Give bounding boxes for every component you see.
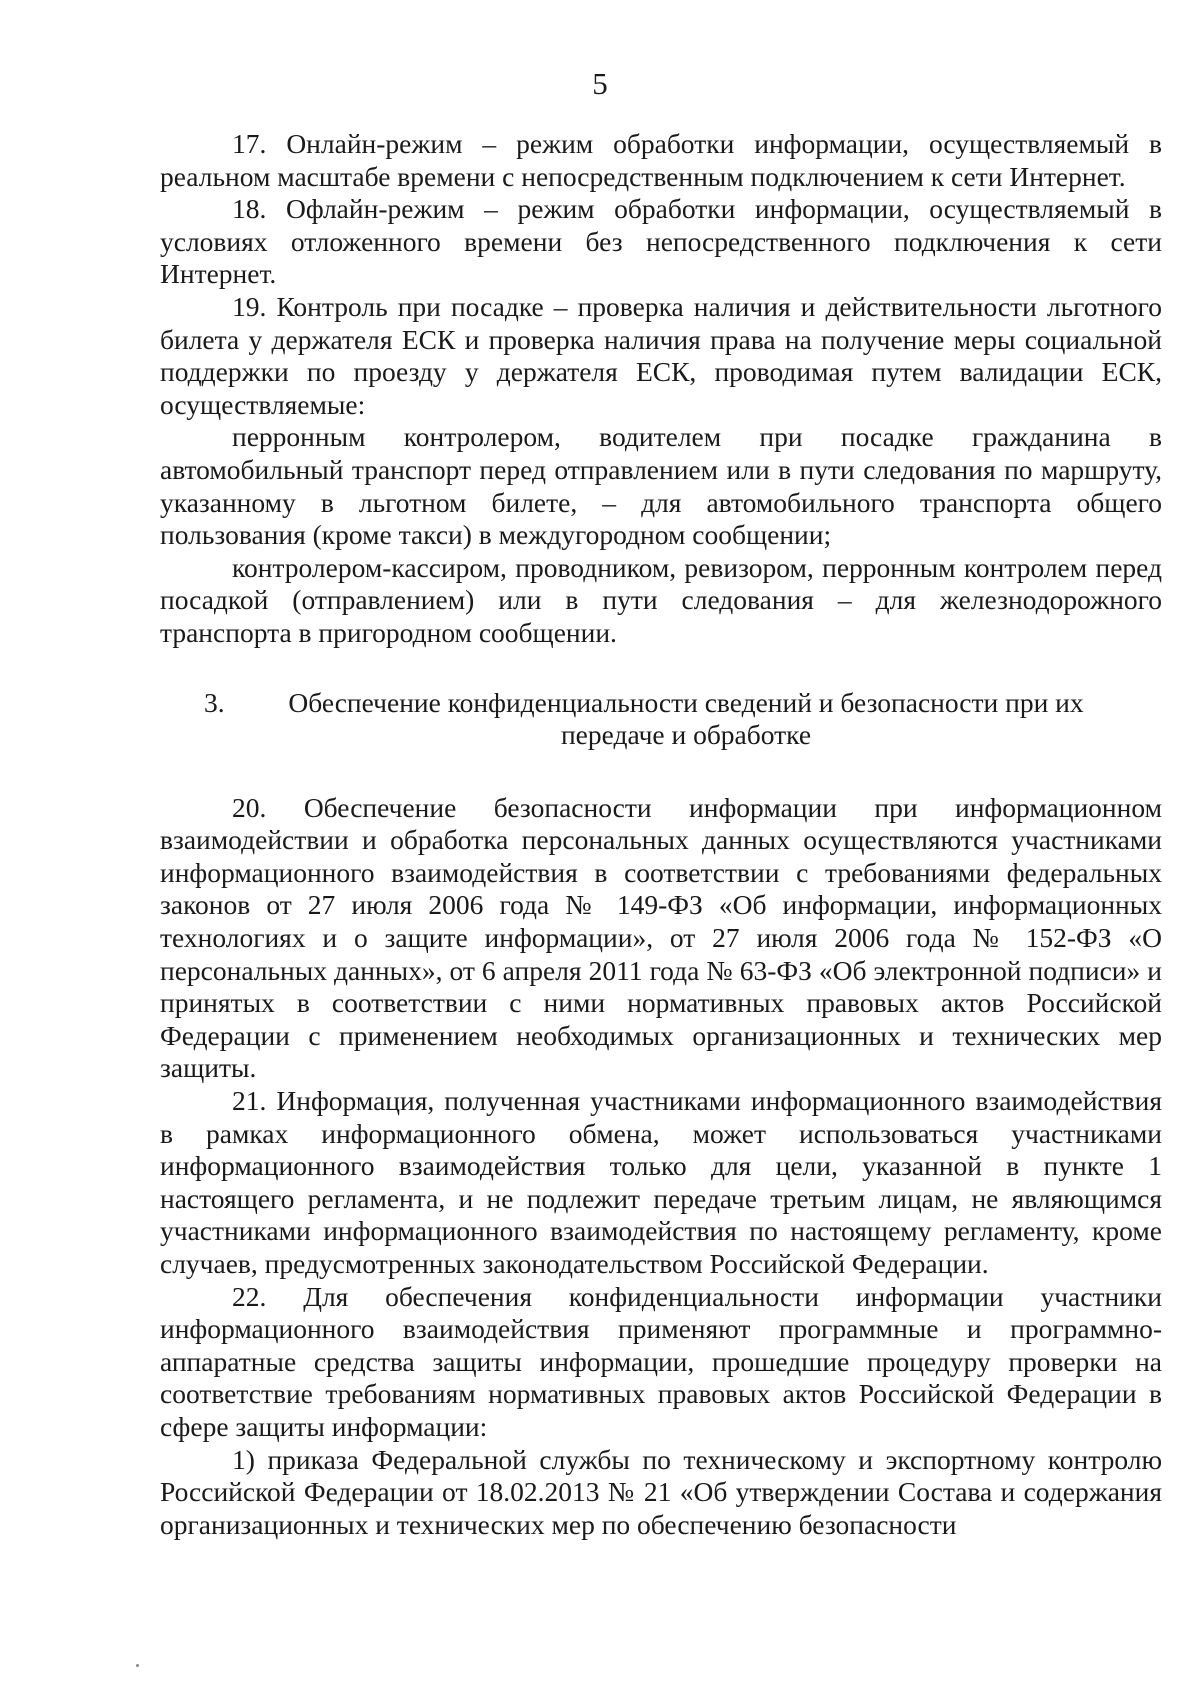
paragraph-19: 19. Контроль при посадке – проверка наличия и действительности льготного билета у держателя ЕСК и проверка наличия права на получение меры социальной поддержки по проезду у держателя ЕСК, проводимая путем валидации ЕСК, осуществляемые: (160, 290, 1162, 420)
page-number: 5 (592, 66, 608, 101)
paragraph-21: 21. Информация, полученная участниками информационного взаимодействия в рамках информационного обмена, может использоваться участниками информационного взаимодействия только для цели, указанной в пункте 1 настоящего регламента, и не подлежит передаче третьим лицам, не являющимся участниками информационного взаимодействия по настоящему регламенту, кроме случаев, предусмотренных законодательством Российской Федерации. (160, 1085, 1162, 1279)
paragraph-17: 17. Онлайн-режим – режим обработки информации, осуществляемый в реальном масштабе времени с непосредственным подключением к сети Интернет. (160, 128, 1162, 192)
paragraph-22-item-1: 1) приказа Федеральной службы по техническому и экспортному контролю Российской Федерации от 18.02.2013 № 21 «Об утверждении Состава и содержания организационных и технических мер по обеспечению безопасности (160, 1443, 1162, 1540)
section-number: 3. (204, 686, 225, 718)
paragraph-22: 22. Для обеспечения конфиденциальности информации участники информационного взаимодействия применяют программные и программно-аппаратные средства защиты информации, прошедшие процедуру проверки на соответствие требованиям нормативных правовых актов Российской Федерации в сфере защиты информации: (160, 1280, 1162, 1442)
document-body (160, 128, 1162, 1541)
paragraph-19-item-rail: контролером-кассиром, проводником, ревизором, перронным контролем перед посадкой (отправлением) или в пути следования – для железнодорожного транспорта в пригородном сообщении. (160, 551, 1162, 648)
scan-artifact (136, 1664, 139, 1667)
paragraph-20: 20. Обеспечение безопасности информации при информационном взаимодействии и обработка персональных данных осуществляются участниками информационного взаимодействия в соответствии с требованиями федеральных законов от 27 июля 2006 года № 149-ФЗ «Об информации, информационных технологиях и о защите информации», от 27 июля 2006 года № 152-ФЗ «О персональных данных», от 6 апреля 2011 года № 63-ФЗ «Об электронной подписи» и принятых в соответствии с ними нормативных правовых актов Российской Федерации с применением необходимых организационных и технических мер защиты. (160, 791, 1162, 1084)
paragraph-18: 18. Офлайн-режим – режим обработки информации, осуществляемый в условиях отложенного времени без непосредственного подключения к сети Интернет. (160, 193, 1162, 290)
section-heading (160, 687, 1162, 752)
paragraph-19-item-road: перронным контролером, водителем при посадке гражданина в автомобильный транспорт перед отправлением или в пути следования по маршруту, указанному в льготном билете, – для автомобильного транспорта общего пользования (кроме такси) в междугородном сообщении; (160, 421, 1162, 551)
section-title: Обеспечение конфиденциальности сведений и безопасности при их передаче и обработке (288, 686, 1084, 751)
